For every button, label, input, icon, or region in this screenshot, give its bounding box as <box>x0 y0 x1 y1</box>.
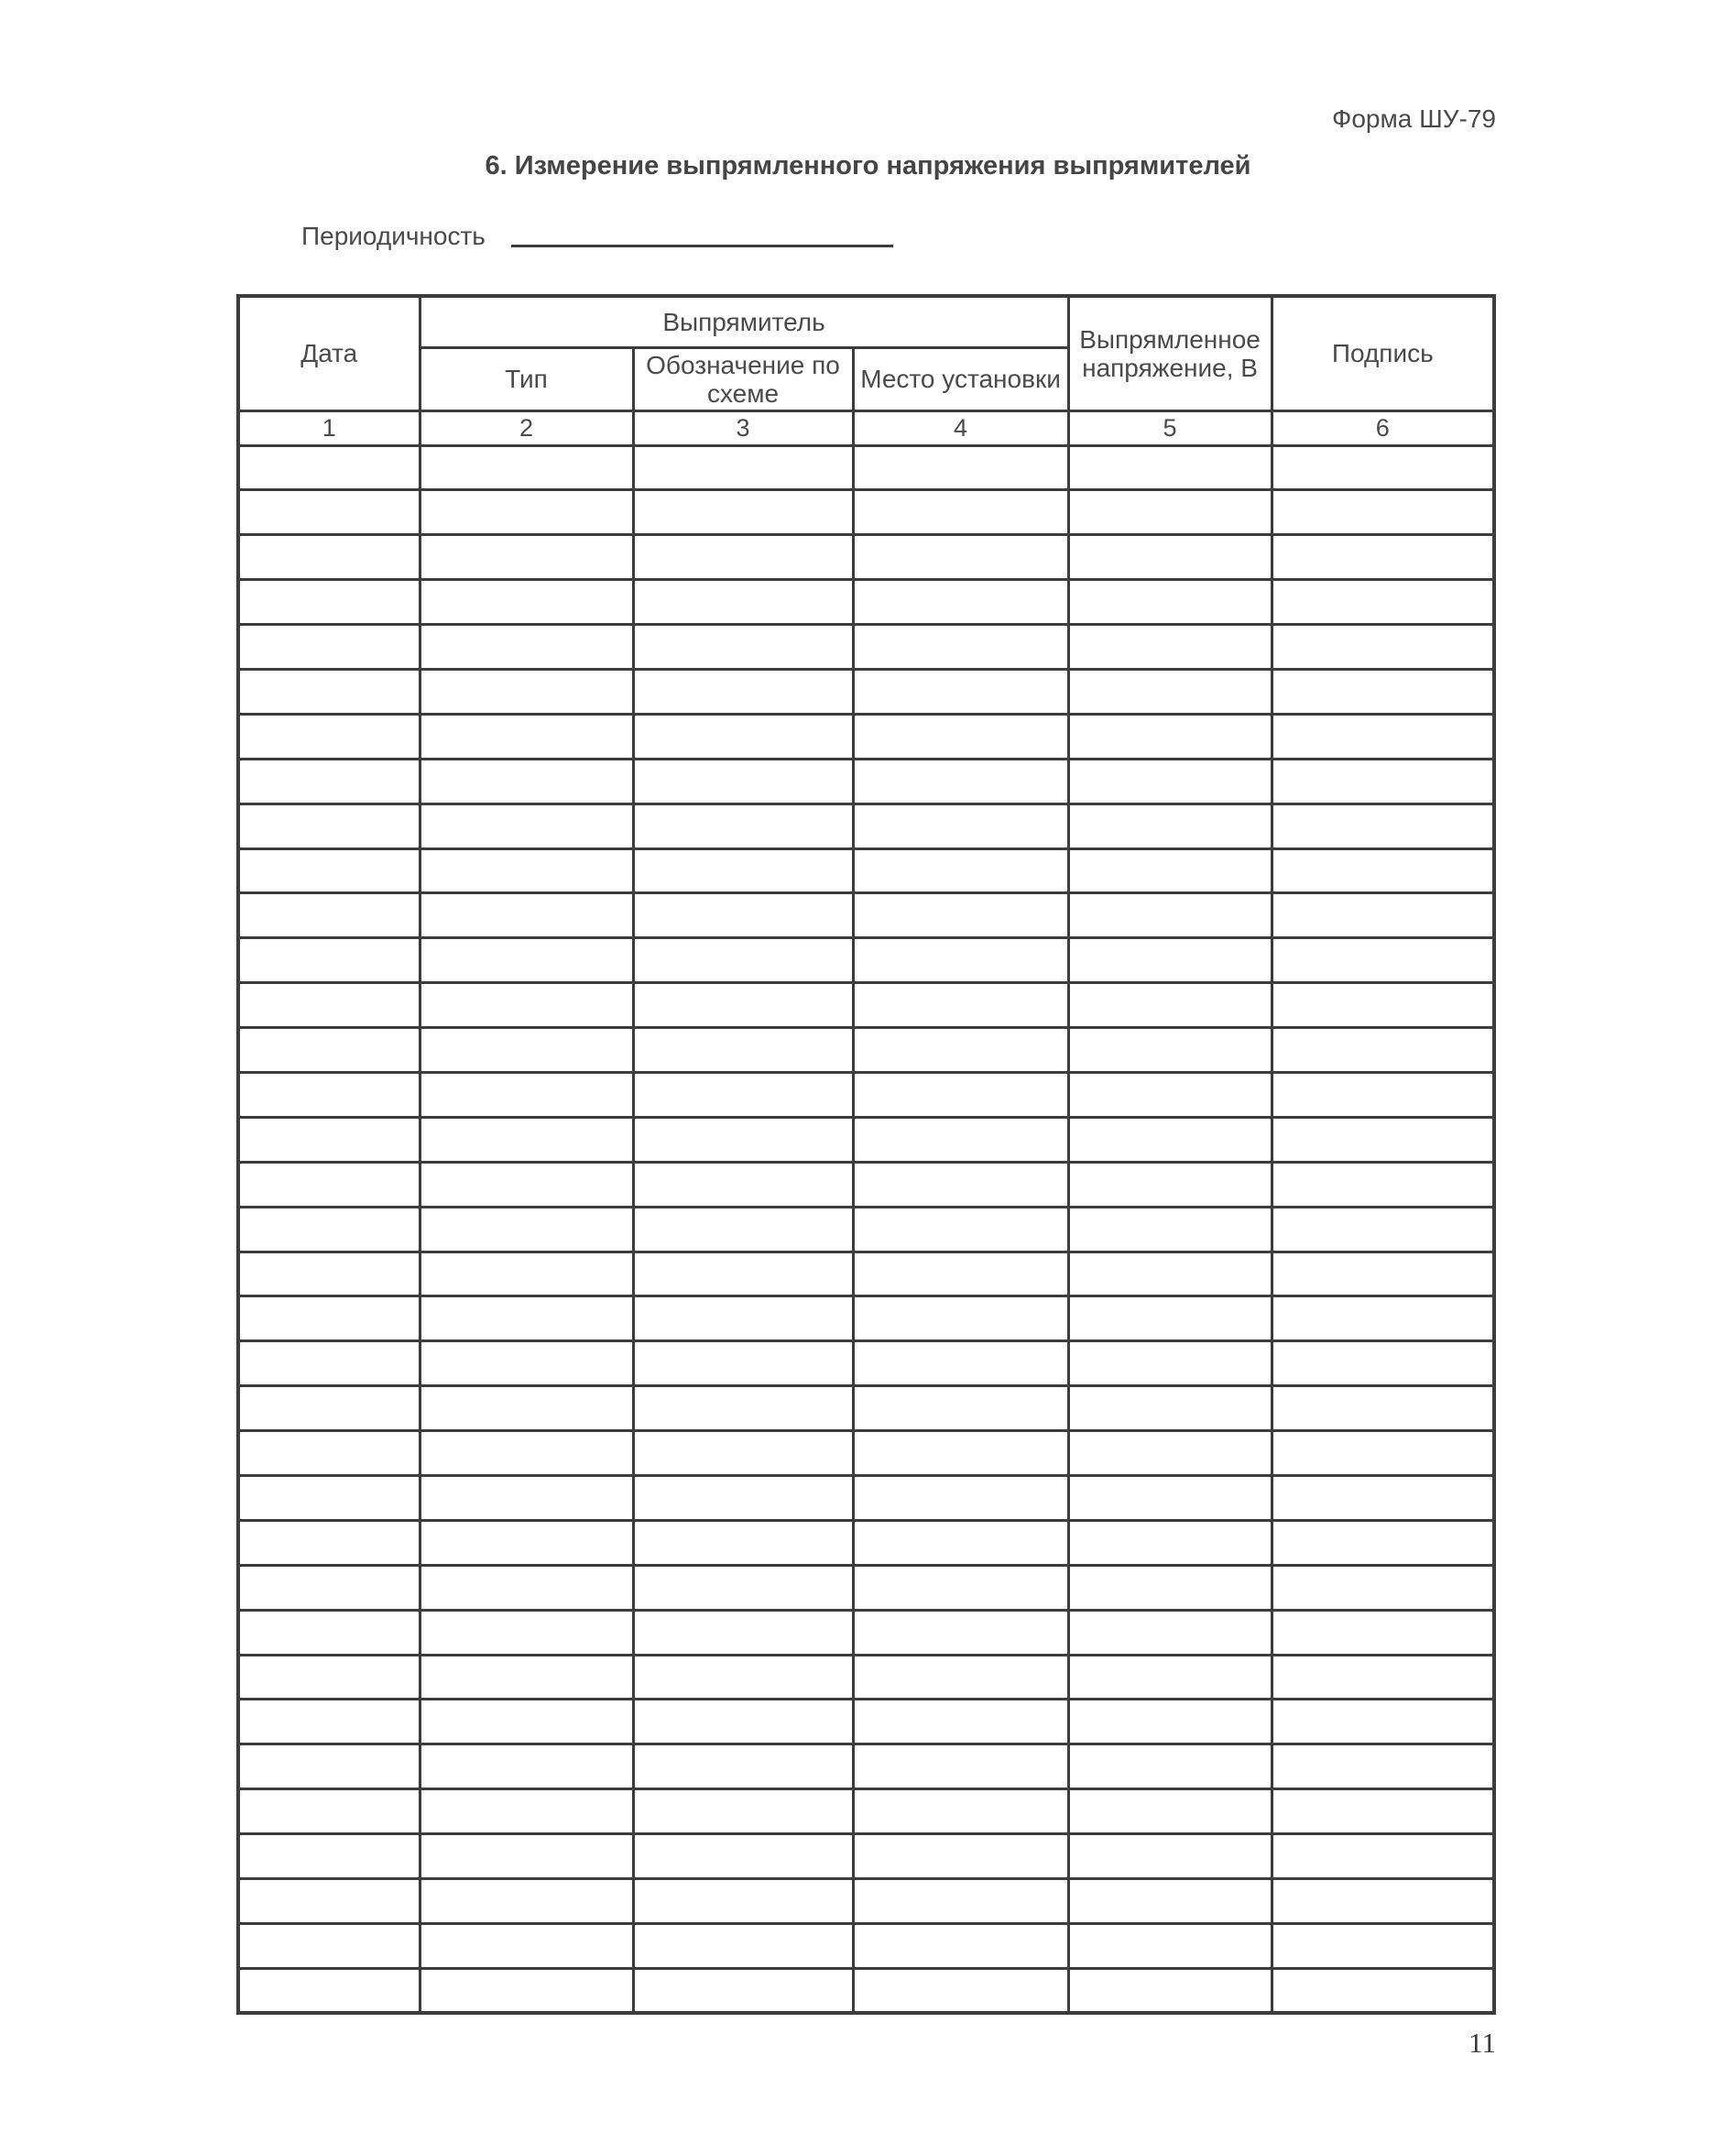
empty-cell <box>1272 938 1494 983</box>
empty-cell <box>633 1879 853 1924</box>
table-row <box>238 1879 1494 1924</box>
empty-cell <box>1068 1789 1272 1834</box>
empty-cell <box>1272 1879 1494 1924</box>
empty-cell <box>633 625 853 670</box>
empty-cell <box>633 1834 853 1879</box>
table-body <box>238 445 1494 2013</box>
empty-cell <box>1272 1341 1494 1386</box>
table-row <box>238 1610 1494 1655</box>
empty-cell <box>420 983 633 1028</box>
empty-cell <box>1068 1744 1272 1789</box>
column-number-cell: 6 <box>1272 410 1494 445</box>
table-row <box>238 490 1494 535</box>
empty-cell <box>1272 1475 1494 1520</box>
table-row <box>238 848 1494 893</box>
empty-cell <box>1068 1117 1272 1162</box>
empty-cell <box>420 1431 633 1476</box>
empty-cell <box>420 1520 633 1565</box>
empty-cell <box>853 1475 1068 1520</box>
empty-cell <box>1272 1207 1494 1252</box>
empty-cell <box>853 1834 1068 1879</box>
empty-cell <box>1068 625 1272 670</box>
empty-cell <box>1068 445 1272 490</box>
empty-cell <box>1068 1700 1272 1744</box>
empty-cell <box>853 580 1068 625</box>
table-row <box>238 535 1494 580</box>
empty-cell <box>1272 1744 1494 1789</box>
empty-cell <box>853 669 1068 714</box>
empty-cell <box>633 848 853 893</box>
empty-cell <box>1068 1834 1272 1879</box>
empty-cell <box>853 1028 1068 1073</box>
empty-cell <box>853 1923 1068 1968</box>
empty-cell <box>1272 1028 1494 1073</box>
empty-cell <box>238 893 420 938</box>
table-row <box>238 1744 1494 1789</box>
empty-cell <box>420 1386 633 1431</box>
empty-cell <box>633 1789 853 1834</box>
table-row <box>238 1834 1494 1879</box>
table-row <box>238 1700 1494 1744</box>
empty-cell <box>633 1700 853 1744</box>
empty-cell <box>420 1296 633 1341</box>
empty-cell <box>1068 1879 1272 1924</box>
column-number-cell: 3 <box>633 410 853 445</box>
empty-cell <box>238 1655 420 1700</box>
empty-cell <box>1272 759 1494 804</box>
empty-cell <box>238 1968 420 2013</box>
table-row <box>238 983 1494 1028</box>
column-number-cell: 2 <box>420 410 633 445</box>
header-date: Дата <box>238 296 420 410</box>
table-row <box>238 938 1494 983</box>
empty-cell <box>238 714 420 759</box>
empty-cell <box>633 1655 853 1700</box>
empty-cell <box>1068 759 1272 804</box>
empty-cell <box>238 1744 420 1789</box>
empty-cell <box>633 669 853 714</box>
empty-cell <box>1272 1117 1494 1162</box>
empty-cell <box>853 983 1068 1028</box>
empty-cell <box>633 445 853 490</box>
empty-cell <box>238 625 420 670</box>
empty-cell <box>1068 490 1272 535</box>
table-row <box>238 1162 1494 1207</box>
empty-cell <box>853 535 1068 580</box>
header-rectified-voltage: Выпрямленное напряжение, В <box>1068 296 1272 410</box>
table-row <box>238 1565 1494 1610</box>
empty-cell <box>633 1072 853 1117</box>
header-signature: Подпись <box>1272 296 1494 410</box>
empty-cell <box>633 1296 853 1341</box>
empty-cell <box>1068 983 1272 1028</box>
table-row <box>238 1028 1494 1073</box>
empty-cell <box>1272 804 1494 848</box>
empty-cell <box>1068 1252 1272 1296</box>
periodicity-blank-line <box>511 245 893 247</box>
empty-cell <box>853 1296 1068 1341</box>
empty-cell <box>238 804 420 848</box>
empty-cell <box>633 759 853 804</box>
empty-cell <box>1272 1252 1494 1296</box>
header-rectifier-group: Выпрямитель <box>420 296 1068 347</box>
empty-cell <box>1068 1341 1272 1386</box>
empty-cell <box>633 983 853 1028</box>
empty-cell <box>633 1431 853 1476</box>
empty-cell <box>238 1117 420 1162</box>
table-row <box>238 714 1494 759</box>
empty-cell <box>853 938 1068 983</box>
empty-cell <box>420 1072 633 1117</box>
empty-cell <box>633 1117 853 1162</box>
empty-cell <box>1272 490 1494 535</box>
empty-cell <box>238 1610 420 1655</box>
page-title: 6. Измерение выпрямленного напряжения выпрямителей <box>485 151 1251 180</box>
empty-cell <box>1272 1072 1494 1117</box>
empty-cell <box>1068 1565 1272 1610</box>
empty-cell <box>1272 1789 1494 1834</box>
empty-cell <box>238 535 420 580</box>
empty-cell <box>1272 1520 1494 1565</box>
empty-cell <box>1272 445 1494 490</box>
empty-cell <box>420 893 633 938</box>
empty-cell <box>420 1028 633 1073</box>
empty-cell <box>420 580 633 625</box>
empty-cell <box>238 1028 420 1073</box>
empty-cell <box>853 804 1068 848</box>
empty-cell <box>238 1162 420 1207</box>
empty-cell <box>853 1700 1068 1744</box>
empty-cell <box>238 983 420 1028</box>
empty-cell <box>1068 1072 1272 1117</box>
empty-cell <box>1068 1162 1272 1207</box>
empty-cell <box>1068 1923 1272 1968</box>
empty-cell <box>633 1207 853 1252</box>
table-row <box>238 580 1494 625</box>
empty-cell <box>238 1072 420 1117</box>
empty-cell <box>1272 580 1494 625</box>
empty-cell <box>1068 1386 1272 1431</box>
empty-cell <box>1068 1610 1272 1655</box>
empty-cell <box>853 625 1068 670</box>
empty-cell <box>1068 1431 1272 1476</box>
empty-cell <box>420 1744 633 1789</box>
empty-cell <box>633 1565 853 1610</box>
empty-cell <box>853 714 1068 759</box>
empty-cell <box>420 490 633 535</box>
empty-cell <box>853 893 1068 938</box>
empty-cell <box>420 1252 633 1296</box>
header-row-top <box>238 296 1494 347</box>
empty-cell <box>420 1879 633 1924</box>
empty-cell <box>633 1520 853 1565</box>
empty-cell <box>1272 1386 1494 1431</box>
empty-cell <box>633 1386 853 1431</box>
empty-cell <box>238 1252 420 1296</box>
empty-cell <box>853 445 1068 490</box>
empty-cell <box>238 490 420 535</box>
empty-cell <box>633 893 853 938</box>
empty-cell <box>1068 804 1272 848</box>
table-row <box>238 1252 1494 1296</box>
header-type: Тип <box>420 347 633 410</box>
empty-cell <box>853 1341 1068 1386</box>
empty-cell <box>853 1610 1068 1655</box>
empty-cell <box>1272 1700 1494 1744</box>
table-row <box>238 669 1494 714</box>
empty-cell <box>1272 669 1494 714</box>
column-number-cell: 1 <box>238 410 420 445</box>
table-header <box>238 296 1494 445</box>
empty-cell <box>1272 714 1494 759</box>
empty-cell <box>633 1610 853 1655</box>
empty-cell <box>238 1789 420 1834</box>
empty-cell <box>238 580 420 625</box>
empty-cell <box>853 1655 1068 1700</box>
empty-cell <box>1068 1968 1272 2013</box>
empty-cell <box>633 490 853 535</box>
table-row <box>238 1341 1494 1386</box>
table-row <box>238 1655 1494 1700</box>
empty-cell <box>1068 669 1272 714</box>
empty-cell <box>238 1341 420 1386</box>
empty-cell <box>420 1655 633 1700</box>
empty-cell <box>238 1386 420 1431</box>
empty-cell <box>1068 1520 1272 1565</box>
empty-cell <box>420 1207 633 1252</box>
table-row <box>238 1520 1494 1565</box>
table-row <box>238 804 1494 848</box>
empty-cell <box>633 1475 853 1520</box>
empty-cell <box>238 669 420 714</box>
empty-cell <box>1272 1431 1494 1476</box>
empty-cell <box>633 938 853 983</box>
empty-cell <box>420 625 633 670</box>
empty-cell <box>633 1968 853 2013</box>
empty-cell <box>853 1252 1068 1296</box>
empty-cell <box>420 1789 633 1834</box>
empty-cell <box>633 1923 853 1968</box>
empty-cell <box>420 804 633 848</box>
empty-cell <box>853 1520 1068 1565</box>
empty-cell <box>420 669 633 714</box>
empty-cell <box>853 1565 1068 1610</box>
empty-cell <box>1272 1834 1494 1879</box>
empty-cell <box>238 938 420 983</box>
empty-cell <box>238 1475 420 1520</box>
empty-cell <box>633 804 853 848</box>
empty-cell <box>420 1610 633 1655</box>
empty-cell <box>1272 1296 1494 1341</box>
empty-cell <box>420 1923 633 1968</box>
empty-cell <box>420 1565 633 1610</box>
empty-cell <box>420 1341 633 1386</box>
empty-cell <box>633 1028 853 1073</box>
empty-cell <box>1272 893 1494 938</box>
empty-cell <box>633 535 853 580</box>
empty-cell <box>853 490 1068 535</box>
empty-cell <box>853 1744 1068 1789</box>
column-number-cell: 4 <box>853 410 1068 445</box>
empty-cell <box>1068 580 1272 625</box>
empty-cell <box>238 1431 420 1476</box>
empty-cell <box>420 1117 633 1162</box>
empty-cell <box>1272 848 1494 893</box>
table-row <box>238 1968 1494 2013</box>
table-row <box>238 1475 1494 1520</box>
empty-cell <box>1272 1565 1494 1610</box>
empty-cell <box>853 1072 1068 1117</box>
empty-cell <box>420 714 633 759</box>
empty-cell <box>853 1386 1068 1431</box>
empty-cell <box>420 535 633 580</box>
column-number-cell: 5 <box>1068 410 1272 445</box>
empty-cell <box>853 1162 1068 1207</box>
empty-cell <box>633 1744 853 1789</box>
empty-cell <box>238 848 420 893</box>
empty-cell <box>853 1431 1068 1476</box>
measurement-table <box>236 294 1496 2015</box>
empty-cell <box>1272 625 1494 670</box>
empty-cell <box>1068 535 1272 580</box>
empty-cell <box>853 1207 1068 1252</box>
empty-cell <box>238 1834 420 1879</box>
empty-cell <box>238 1520 420 1565</box>
empty-cell <box>1068 848 1272 893</box>
empty-cell <box>1068 1296 1272 1341</box>
empty-cell <box>420 759 633 804</box>
empty-cell <box>1068 1655 1272 1700</box>
empty-cell <box>420 1475 633 1520</box>
empty-cell <box>238 1296 420 1341</box>
table-row <box>238 1386 1494 1431</box>
empty-cell <box>633 1162 853 1207</box>
empty-cell <box>633 1252 853 1296</box>
empty-cell <box>1068 893 1272 938</box>
table-row <box>238 1789 1494 1834</box>
empty-cell <box>420 938 633 983</box>
table-row <box>238 1072 1494 1117</box>
empty-cell <box>1068 1028 1272 1073</box>
form-code: Форма ШУ-79 <box>1332 104 1496 133</box>
empty-cell <box>238 445 420 490</box>
empty-cell <box>420 848 633 893</box>
table-row <box>238 759 1494 804</box>
page-number: 11 <box>1469 2027 1496 2059</box>
column-numbers-row <box>238 410 1494 445</box>
empty-cell <box>420 1700 633 1744</box>
empty-cell <box>853 1789 1068 1834</box>
empty-cell <box>238 1879 420 1924</box>
empty-cell <box>238 1923 420 1968</box>
empty-cell <box>853 759 1068 804</box>
empty-cell <box>238 1207 420 1252</box>
empty-cell <box>238 1700 420 1744</box>
empty-cell <box>238 1565 420 1610</box>
periodicity-label: Периодичность <box>301 222 486 250</box>
empty-cell <box>633 714 853 759</box>
table-row <box>238 1296 1494 1341</box>
empty-cell <box>420 1162 633 1207</box>
empty-cell <box>1068 1475 1272 1520</box>
empty-cell <box>420 1834 633 1879</box>
table-row <box>238 893 1494 938</box>
empty-cell <box>1272 1162 1494 1207</box>
empty-cell <box>853 1968 1068 2013</box>
header-location: Место установки <box>853 347 1068 410</box>
table-row <box>238 1207 1494 1252</box>
empty-cell <box>1272 535 1494 580</box>
table-row <box>238 1431 1494 1476</box>
empty-cell <box>1272 1655 1494 1700</box>
table-row <box>238 625 1494 670</box>
empty-cell <box>633 580 853 625</box>
empty-cell <box>420 1968 633 2013</box>
empty-cell <box>1068 1207 1272 1252</box>
empty-cell <box>633 1341 853 1386</box>
empty-cell <box>853 1879 1068 1924</box>
empty-cell <box>1272 1610 1494 1655</box>
empty-cell <box>1272 1968 1494 2013</box>
header-designation: Обозначение по схеме <box>633 347 853 410</box>
empty-cell <box>853 1117 1068 1162</box>
empty-cell <box>238 759 420 804</box>
empty-cell <box>1068 938 1272 983</box>
empty-cell <box>1272 1923 1494 1968</box>
empty-cell <box>1068 714 1272 759</box>
table-row <box>238 445 1494 490</box>
empty-cell <box>1272 983 1494 1028</box>
table-row <box>238 1923 1494 1968</box>
table-row <box>238 1117 1494 1162</box>
empty-cell <box>420 445 633 490</box>
empty-cell <box>853 848 1068 893</box>
